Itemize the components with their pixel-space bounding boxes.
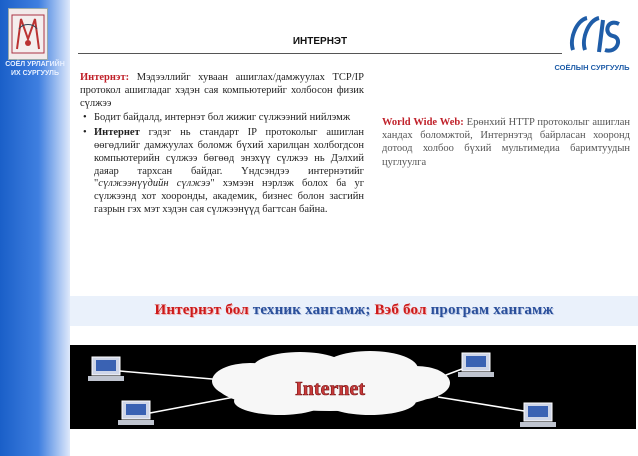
www-term: World Wide Web: — [382, 117, 464, 128]
bullet-list — [80, 112, 364, 216]
banner-part: техник хангамж; — [248, 302, 371, 318]
bullet-text: гэдэг нь стандарт IP протоколыг ашиглан өөгөдлийг дамжуулах боломж бүхий харилцан холбогдсон компьютерийн сүлжээ бөгөөд энэхүү сүлжээ нь Дэлхий даяар тархсан байдаг. Үндсэндээ интернэтийг " — [94, 127, 364, 190]
definition-term: Интернэт: — [80, 72, 130, 83]
bullet-bold-term: Интернет — [94, 127, 140, 139]
cloud-label: Internet — [295, 378, 365, 400]
bullet-text: Бодит байдалд, интернэт бол жижиг сүлжээний нийлэмж — [94, 112, 351, 124]
internet-diagram — [70, 345, 636, 429]
right-column — [382, 116, 630, 169]
internet-definition — [80, 72, 364, 110]
page-title: ИНТЕРНЭТ — [292, 36, 348, 47]
internet-diagram-svg — [70, 345, 636, 429]
banner-part: програм хангамж — [426, 302, 554, 318]
definition-text: Мэдээллийг хуваан ашиглах/дамжуулах TCP/IP протокол ашигладаг хэдэн сая компьютерийг холбосон физик сүлжээ — [80, 72, 365, 109]
computer-icon — [118, 401, 154, 425]
title-bar — [78, 33, 562, 54]
bullet-text: " хэмээн нэрлэж болох ба уг сүлжээнд хот хооронды, академик, бизнес болон засгийн газрын гэх мэт хэдэн сая сүлжээнүүд багтсан байна. — [94, 178, 364, 215]
bullet-item — [94, 127, 364, 217]
computer-icon — [458, 353, 494, 377]
school-logo-caption: СОЁЛЫН СУРГУУЛЬ — [554, 63, 630, 72]
left-column — [80, 72, 364, 219]
banner-part: Вэб бол — [370, 302, 427, 318]
bullet-italic-term: сүлжээнүүдийн сүлжээ — [98, 178, 211, 190]
banner-part: Интернэт бол — [154, 302, 249, 318]
computer-icon — [88, 357, 124, 381]
www-definition: Ерөнхий HTTP протоколыг ашиглан хандах боломжтой, Интернэтэд байрласан хооронд дотоод холбоо бүхий мультимедиа баримтуудын цуглуулга — [382, 117, 630, 168]
computer-icon — [520, 403, 556, 427]
university-logo — [8, 8, 48, 60]
connection-line — [438, 397, 524, 411]
summary-banner — [70, 296, 638, 326]
bullet-item — [94, 112, 364, 125]
summary-text — [70, 302, 638, 319]
school-logo — [567, 14, 623, 59]
university-logo-caption: СОЁЛ УРЛАГИЙН ИХ СУРГУУЛЬ — [5, 61, 65, 77]
